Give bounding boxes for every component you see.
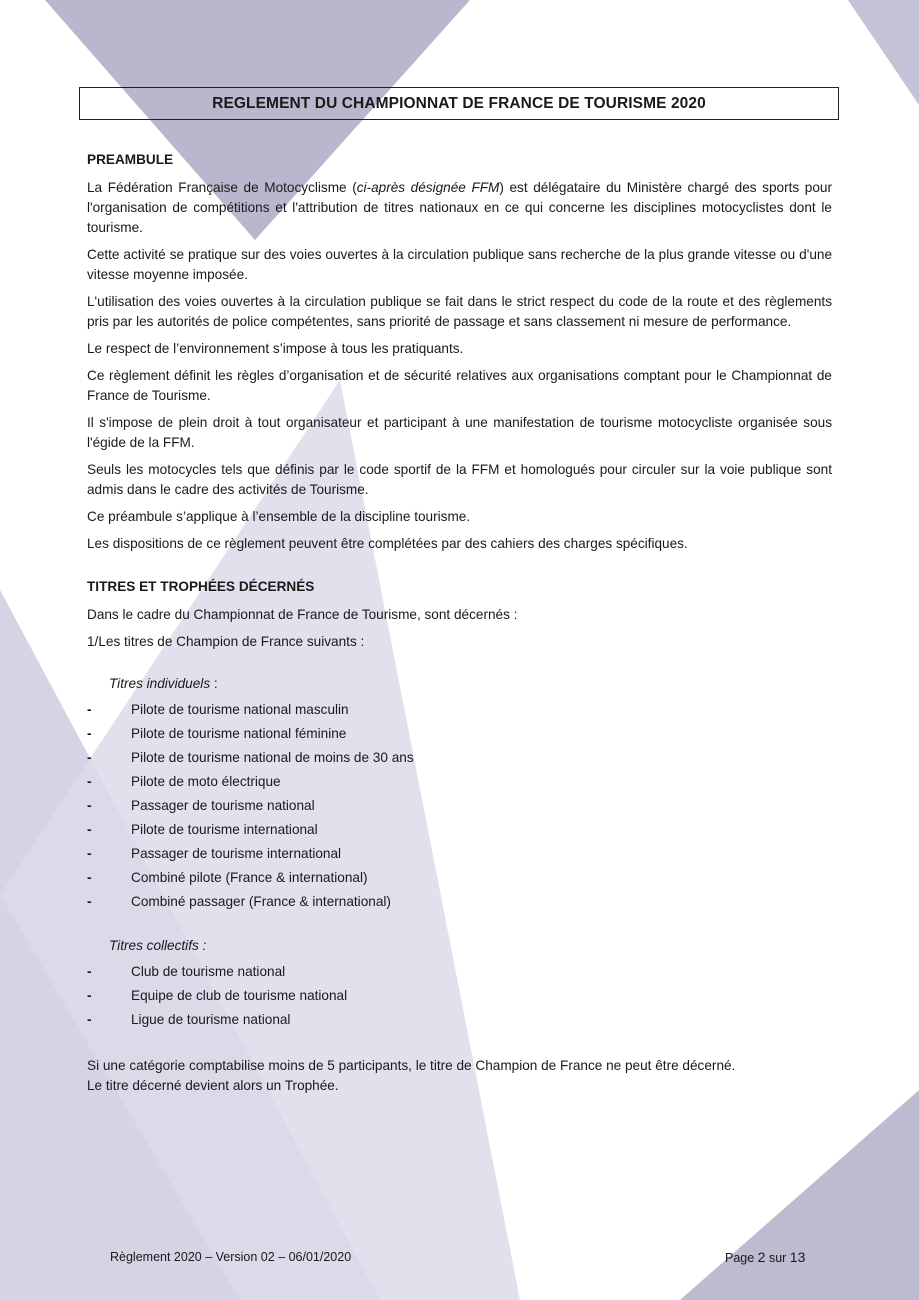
document-body	[87, 150, 832, 1096]
list-item: - Pilote de tourisme international	[87, 818, 832, 842]
preambule-paragraph: Ce préambule s’applique à l’ensemble de la discipline tourisme.	[87, 509, 471, 524]
list-item: - Passager de tourisme national	[87, 794, 832, 818]
collectifs-list	[87, 960, 832, 1032]
footer-version: Règlement 2020 – Version 02 – 06/01/2020	[110, 1250, 352, 1264]
list-item: - Combiné passager (France & international)	[87, 890, 832, 914]
preambule-heading: PREAMBULE	[87, 152, 174, 167]
bullet-dash: -	[87, 846, 92, 861]
titres-heading: TITRES ET TROPHÉES DÉCERNÉS	[87, 579, 315, 594]
bullet-dash: -	[87, 964, 92, 979]
preambule-paragraph: L'utilisation des voies ouvertes à la circulation publique se fait dans le strict respect du code de la route et des règlements pris par les autorités de police compétentes, sans priorité de passage et sans classement ni mesure de performance.	[87, 294, 832, 329]
bullet-dash: -	[87, 822, 92, 837]
list-item: - Combiné pilote (France & international)	[87, 866, 832, 890]
bullet-dash: -	[87, 1012, 92, 1027]
titres-intro: 1/Les titres de Champion de France suivants :	[87, 634, 365, 649]
ffm-designation: ci-après désignée FFM	[356, 180, 500, 195]
preambule-paragraph: Seuls les motocycles tels que définis par le code sportif de la FFM et homologués pour circuler sur la voie publique sont admis dans le cadre des activités de Tourisme.	[87, 462, 832, 497]
individuels-list	[87, 698, 832, 914]
list-item: - Pilote de tourisme national masculin	[87, 698, 832, 722]
list-item: - Ligue de tourisme national	[87, 1008, 832, 1032]
footer-page-number: Page 2 sur 13	[725, 1249, 806, 1265]
bullet-dash: -	[87, 726, 92, 741]
individuels-heading: Titres individuels :	[109, 676, 218, 691]
closing-text	[87, 1056, 832, 1096]
bullet-dash: -	[87, 870, 92, 885]
preambule-paragraph: Cette activité se pratique sur des voies ouvertes à la circulation publique sans recherche de la plus grande vitesse ou d'une vitesse moyenne imposée.	[87, 247, 832, 282]
preambule-paragraph: Les dispositions de ce règlement peuvent être complétées par des cahiers des charges spécifiques.	[87, 536, 688, 551]
list-item: - Pilote de tourisme national féminine	[87, 722, 832, 746]
bullet-dash: -	[87, 702, 92, 717]
bullet-dash: -	[87, 988, 92, 1003]
bullet-dash: -	[87, 894, 92, 909]
list-item: - Equipe de club de tourisme national	[87, 984, 832, 1008]
bullet-dash: -	[87, 774, 92, 789]
closing-line: Si une catégorie comptabilise moins de 5 participants, le titre de Champion de France ne peut être décerné.	[87, 1058, 736, 1073]
document-title: REGLEMENT DU CHAMPIONNAT DE FRANCE DE TOURISME 2020	[79, 87, 839, 120]
preambule-paragraph: Ce règlement définit les règles d’organisation et de sécurité relatives aux organisations comptant pour le Championnat de France de Tourisme.	[87, 368, 832, 403]
closing-line: Le titre décerné devient alors un Trophée.	[87, 1078, 339, 1093]
preambule-paragraph: La Fédération Française de Motocyclisme (ci-après désignée FFM) est délégataire du Ministère chargé des sports pour l'organisation de compétitions et l'attribution de titres nationaux en ce qui concerne les disciplines motocyclistes dont le tourisme.	[87, 180, 832, 235]
bullet-dash: -	[87, 798, 92, 813]
preambule-paragraph: Le respect de l’environnement s’impose à tous les pratiquants.	[87, 341, 464, 356]
preambule-paragraph: Il s'impose de plein droit à tout organisateur et participant à une manifestation de tourisme motocycliste organisée sous l'égide de la FFM.	[87, 415, 832, 450]
bullet-dash: -	[87, 750, 92, 765]
collectifs-heading: Titres collectifs :	[109, 938, 207, 953]
list-item: - Pilote de moto électrique	[87, 770, 832, 794]
list-item: - Pilote de tourisme national de moins de 30 ans	[87, 746, 832, 770]
list-item: - Club de tourisme national	[87, 960, 832, 984]
list-item: - Passager de tourisme international	[87, 842, 832, 866]
titres-intro: Dans le cadre du Championnat de France de Tourisme, sont décernés :	[87, 607, 518, 622]
